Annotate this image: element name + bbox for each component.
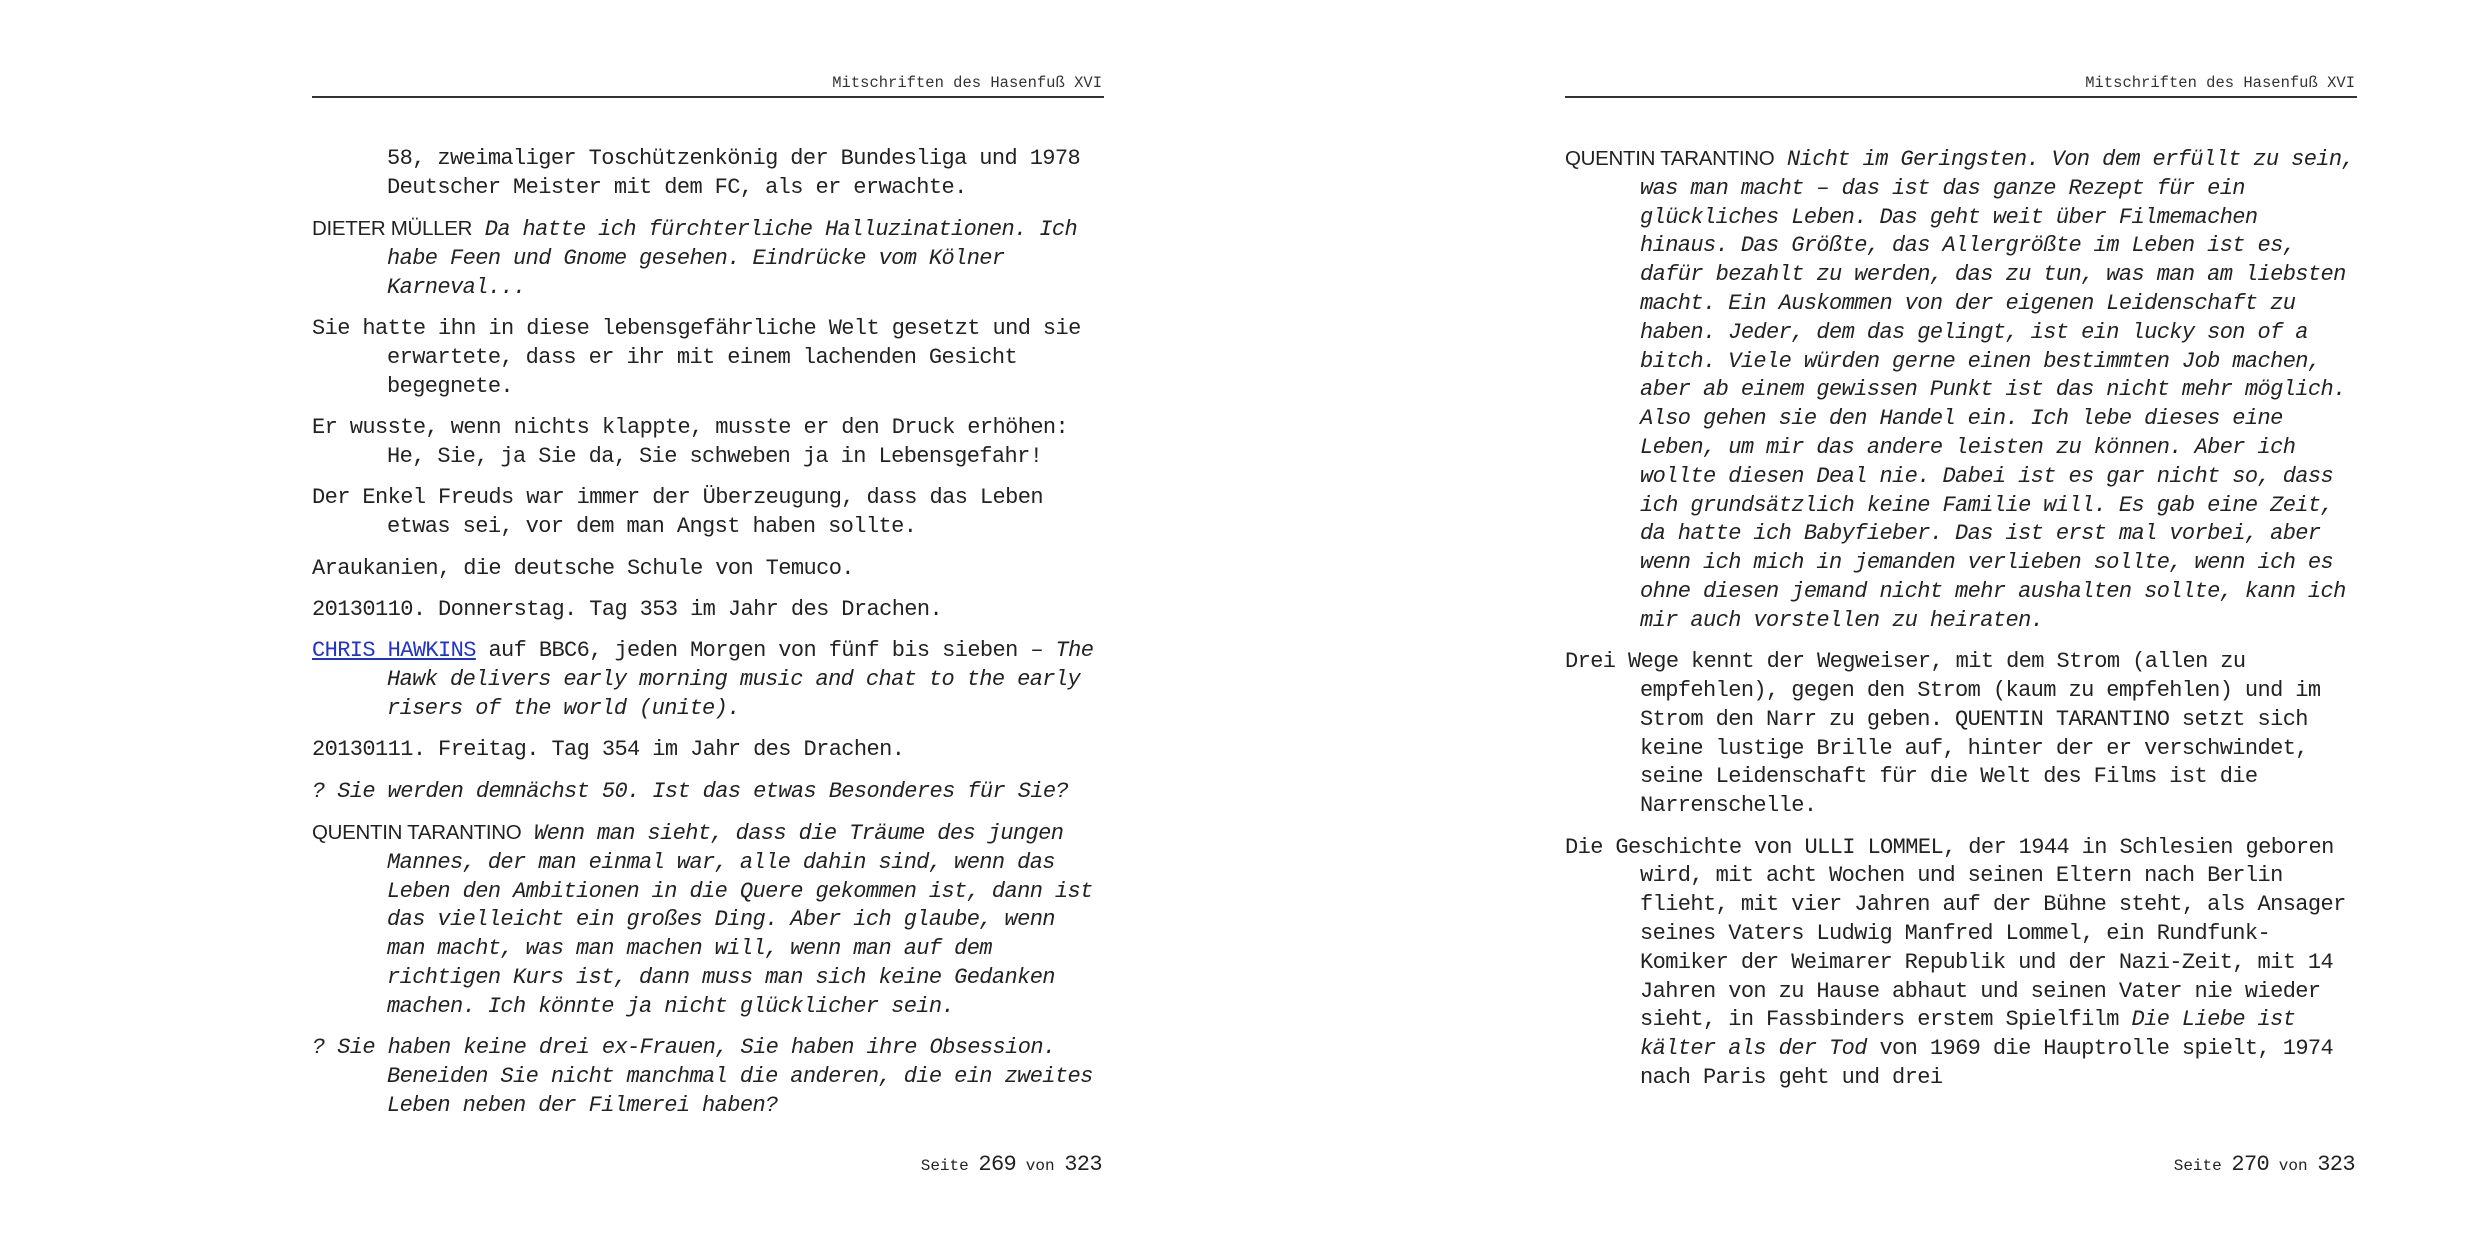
chris-hawkins-link[interactable]: CHRIS HAWKINS bbox=[312, 638, 476, 664]
speaker-name: QUENTIN TARANTINO bbox=[1565, 147, 1775, 170]
footer-of: von bbox=[2278, 1157, 2308, 1175]
paragraph-text: auf BBC6, jeden Morgen von fünf bis sieben – bbox=[488, 638, 1043, 664]
page-footer bbox=[312, 1152, 1102, 1177]
dialogue-paragraph bbox=[1565, 145, 2357, 636]
footer-label: Seite bbox=[920, 1157, 969, 1175]
dialogue-paragraph bbox=[312, 215, 1104, 302]
paragraph bbox=[1565, 834, 2357, 1093]
page-number: 269 bbox=[978, 1152, 1017, 1177]
speaker-name: DIETER MÜLLER bbox=[312, 217, 473, 241]
diary-date: 20130110. Donnerstag. Tag 353 im Jahr des Drachen. bbox=[312, 596, 943, 622]
paragraph-text: von 1969 die Hauptrolle spielt, 1974 nach Paris geht und drei bbox=[1640, 1036, 2334, 1090]
paragraph: Drei Wege kennt der Wegweiser, mit dem Strom (allen zu empfehlen), gegen den Strom (kaum zu empfehlen) und im Strom den Narr zu geben. QUENTIN TARANTINO setzt sich keine lustige Brille auf, hinter der er verschwindet, seine Leidenschaft für die Welt des Films ist die Narrenschelle. bbox=[1565, 649, 2321, 819]
dialogue-text: Wenn man sieht, dass die Träume des jungen Mannes, der man einmal war, alle dahin sind, wenn das Leben den Ambitionen in die Quere gekommen ist, dann ist das vielleicht ein großes Ding. Aber ich glaube, wenn man macht, was man machen will, wenn man auf dem richtigen Kurs ist, dann muss man sich keine Gedanken machen. Ich könnte ja nicht glücklicher sein. bbox=[387, 821, 1093, 1019]
paragraph: Er wusste, wenn nichts klappte, musste er den Druck erhöhen: He, Sie, ja Sie da, Sie schweben ja in Lebensgefahr! bbox=[312, 415, 1069, 469]
page-body bbox=[1565, 145, 2357, 1093]
paragraph: 58, zweimaliger Toschützenkönig der Bundesliga und 1978 Deutscher Meister mit dem FC, als er erwachte. bbox=[387, 146, 1081, 200]
dialogue-paragraph bbox=[312, 819, 1104, 1022]
film-title: Die Liebe ist kälter als der Tod bbox=[1640, 1007, 2296, 1062]
paragraph: Sie hatte ihn in diese lebensgefährliche Welt gesetzt und sie erwartete, dass er ihr mit einem lachenden Gesicht begegnete. bbox=[312, 316, 1081, 399]
dialogue-text: Da hatte ich fürchterliche Halluzinationen. Ich habe Feen und Gnome gesehen. Eindrücke vom Kölner Karneval... bbox=[387, 217, 1078, 300]
page-total: 323 bbox=[2317, 1152, 2355, 1177]
quote-text: The Hawk delivers early morning music and chat to the early risers of the world (unite). bbox=[387, 638, 1094, 721]
right-page bbox=[1565, 0, 2355, 1240]
dialogue-text: Nicht im Geringsten. Von dem erfüllt zu sein, was man macht – das ist das ganze Rezept für ein glückliches Leben. Das geht weit über Filmemachen hinaus. Das Größte, das Allergrößte im Leben ist es, dafür bezahlt zu werden, das zu tun, was man am liebsten macht. Ein Auskommen von der eigenen Leidenschaft zu haben. Jeder, dem das gelingt, ist ein lucky son of a bitch. Viele würden gerne einen bestimmten Job machen, aber ab einem gewissen Punkt ist das nicht mehr möglich. Also gehen sie den Handel ein. Ich lebe dieses eine Leben, um mir das andere leisten zu können. Aber ich wollte diesen Deal nie. Dabei ist es gar nicht so, dass ich grundsätzlich keine Familie will. Es gab eine Zeit, da hatte ich Babyfieber. Das ist erst mal vorbei, aber wenn ich mich in jemanden verlieben sollte, wenn ich es ohne diesen jemand nicht mehr aushalten sollte, kann ich mir auch vorstellen zu heiraten. bbox=[1640, 147, 2355, 633]
paragraph: Araukanien, die deutsche Schule von Temuco. bbox=[312, 555, 854, 581]
header-rule bbox=[1565, 96, 2357, 98]
page-total: 323 bbox=[1064, 1152, 1102, 1177]
header-rule bbox=[312, 96, 1104, 98]
left-page bbox=[312, 0, 1102, 1240]
speaker-name: QUENTIN TARANTINO bbox=[312, 821, 522, 845]
question: ? Sie haben keine drei ex-Frauen, Sie haben ihre Obsession. Beneiden Sie nicht manchmal die anderen, die ein zweites Leben neben der Filmerei haben? bbox=[312, 1035, 1093, 1118]
page-body bbox=[312, 145, 1104, 1121]
running-header: Mitschriften des Hasenfuß XVI bbox=[2085, 74, 2355, 92]
paragraph: Der Enkel Freuds war immer der Überzeugung, dass das Leben etwas sei, vor dem man Angst haben sollte. bbox=[312, 485, 1043, 540]
page-number: 270 bbox=[2231, 1152, 2270, 1177]
footer-label: Seite bbox=[2173, 1157, 2222, 1175]
question: ? Sie werden demnächst 50. Ist das etwas Besonderes für Sie? bbox=[312, 778, 1069, 804]
diary-date: 20130111. Freitag. Tag 354 im Jahr des Drachen. bbox=[312, 737, 905, 763]
paragraph-text: Die Geschichte von ULLI LOMMEL, der 1944 in Schlesien geboren wird, mit acht Wochen und seinen Eltern nach Berlin flieht, mit vier Jahren auf der Bühne steht, als Ansager seines Vaters Ludwig Manfred Lommel, ein Rundfunk-Komiker der Weimarer Republik und der Nazi-Zeit, mit 14 Jahren von zu Hause abhaut und seinen Vater nie wieder sieht, in Fassbinders erstem Spielfilm bbox=[1565, 834, 2346, 1033]
footer-of: von bbox=[1025, 1157, 1055, 1175]
page-footer bbox=[1565, 1152, 2355, 1177]
paragraph bbox=[312, 637, 1104, 723]
running-header: Mitschriften des Hasenfuß XVI bbox=[832, 74, 1102, 92]
